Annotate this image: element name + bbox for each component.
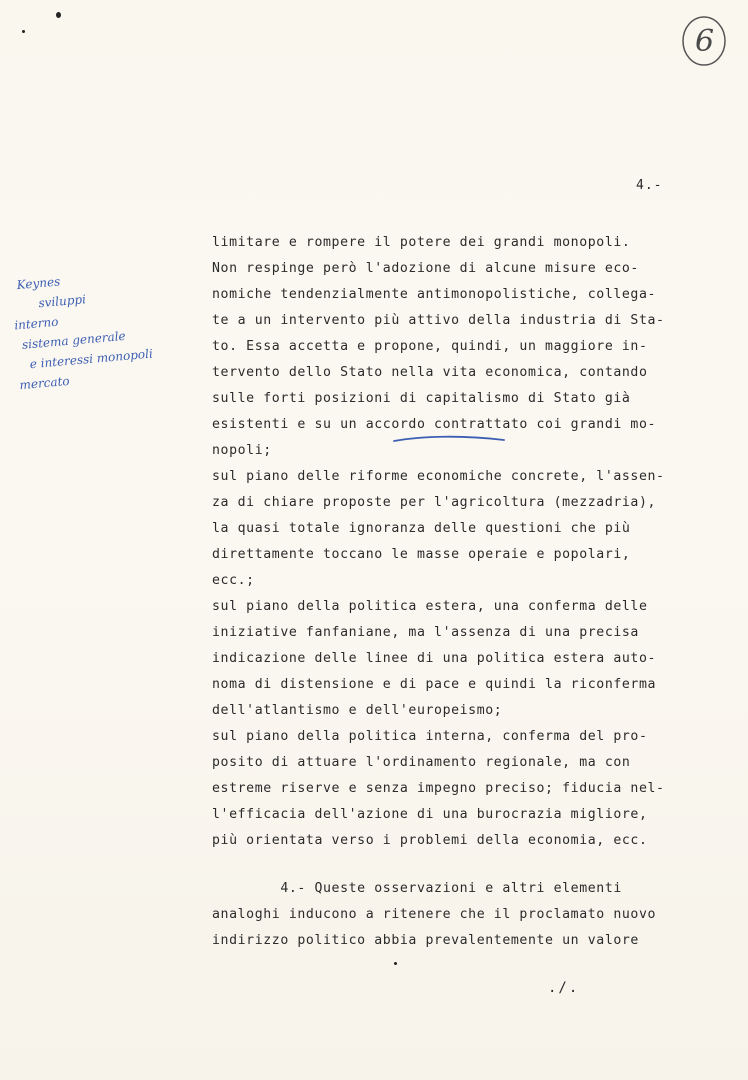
text-line: te a un intervento più attivo della industria di Sta- bbox=[212, 313, 665, 328]
text-line: più orientata verso i problemi della economia, ecc. bbox=[212, 833, 648, 848]
text-line: za di chiare proposte per l'agricoltura (mezzadria), bbox=[212, 495, 657, 510]
margin-note-line: Keynes bbox=[16, 274, 61, 293]
text-line: direttamente toccano le masse operaie e popolari, bbox=[212, 547, 631, 562]
text-line: sul piano della politica interna, conferma del pro- bbox=[212, 729, 648, 744]
text-line: l'efficacia dell'azione di una burocrazia migliore, bbox=[212, 807, 648, 822]
margin-note-line: mercato bbox=[18, 373, 71, 393]
text-line: nopoli; bbox=[212, 443, 272, 458]
continuation-mark: ./. bbox=[548, 980, 580, 996]
text-line: noma di distensione e di pace e quindi la riconferma bbox=[212, 677, 657, 692]
ink-speck bbox=[56, 12, 61, 18]
text-line: to. Essa accetta e propone, quindi, un maggiore in- bbox=[212, 339, 648, 354]
ink-speck bbox=[22, 30, 25, 33]
corner-number: 6 bbox=[695, 24, 715, 59]
text-line: estreme riserve e senza impegno preciso; fiducia nel- bbox=[212, 781, 665, 796]
text-line: nomiche tendenzialmente antimonopolistiche, collega- bbox=[212, 287, 657, 302]
text-line: iniziative fanfaniane, ma l'assenza di una precisa bbox=[212, 625, 639, 640]
text-line: sul piano delle riforme economiche concrete, l'assen- bbox=[212, 469, 665, 484]
margin-note-line: sviluppi bbox=[37, 292, 87, 311]
section-line: indirizzo politico abbia prevalentemente un valore bbox=[212, 933, 639, 948]
text-line: Non respinge però l'adozione di alcune misure eco- bbox=[212, 261, 639, 276]
section-line: 4.- Queste osservazioni e altri elementi bbox=[212, 881, 622, 896]
text-line: la quasi totale ignoranza delle questioni che più bbox=[212, 521, 631, 536]
body-text bbox=[212, 230, 712, 954]
text-line: sul piano della politica estera, una conferma delle bbox=[212, 599, 648, 614]
text-line: ecc.; bbox=[212, 573, 255, 588]
page-number: 4.- bbox=[636, 178, 663, 193]
paragraph-gap bbox=[212, 854, 712, 876]
text-line: tervento dello Stato nella vita economica, contando bbox=[212, 365, 648, 380]
text-line: indicazione delle linee di una politica estera auto- bbox=[212, 651, 657, 666]
text-line: dell'atlantismo e dell'europeismo; bbox=[212, 703, 503, 718]
handwritten-underline-icon bbox=[392, 432, 506, 446]
ink-speck bbox=[394, 962, 397, 965]
circled-page-number bbox=[680, 14, 728, 70]
text-line: posito di attuare l'ordinamento regionale, ma con bbox=[212, 755, 631, 770]
margin-note-line: e interessi monopoli bbox=[29, 346, 154, 372]
margin-note-line: interno bbox=[13, 314, 59, 333]
margin-note-line: sistema generale bbox=[21, 328, 127, 352]
handwritten-margin-note bbox=[6, 261, 186, 395]
text-line: limitare e rompere il potere dei grandi monopoli. bbox=[212, 235, 631, 250]
text-line: sulle forti posizioni di capitalismo di Stato già bbox=[212, 391, 631, 406]
text-line: esistenti e su un accordo contrattato coi grandi mo- bbox=[212, 417, 657, 432]
section-line: analoghi inducono a ritenere che il proclamato nuovo bbox=[212, 907, 657, 922]
